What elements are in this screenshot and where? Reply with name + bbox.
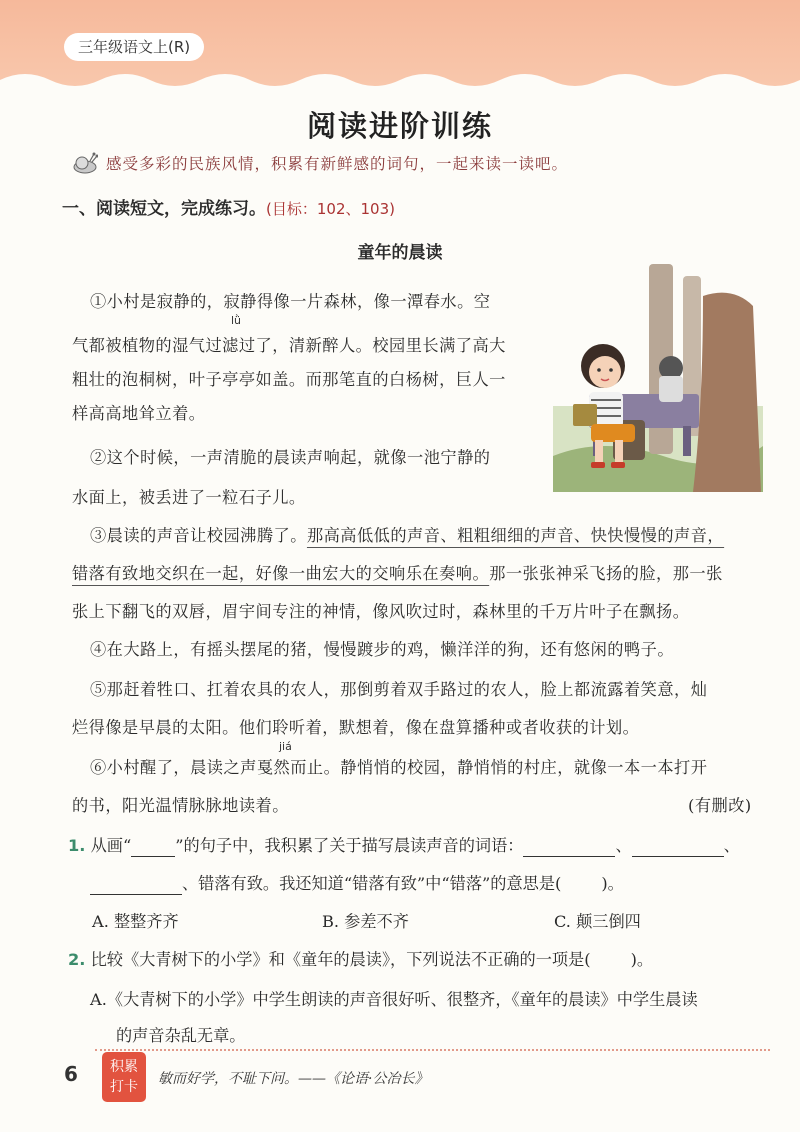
intro-line (72, 150, 568, 176)
story-p1-line1: ①小村是寂静的，寂静得像一片森林，像一潭春水。空 (90, 292, 491, 311)
q2-text: 比较《大青树下的小学》和《童年的晨读》，下列说法不正确的一项是( (90, 950, 591, 969)
q2-option-a-line2: 的声音杂乱无章。 (116, 1026, 246, 1045)
q1-word-blank-3[interactable] (90, 874, 182, 895)
grade-tag: 三年级语文上(R) (64, 33, 204, 61)
q1-word-blank-2[interactable] (632, 836, 724, 857)
edit-note: (有删改) (688, 796, 752, 815)
q1-word-blank-1[interactable] (523, 836, 615, 857)
underlined-sentence-part2: 错落有致地交织在一起，好像一曲宏大的交响乐在奏响。 (72, 564, 490, 583)
q2-option-a-line1[interactable]: A.《大青树下的小学》中学生朗读的声音很好听、很整齐，《童年的晨读》中学生晨读 (90, 990, 698, 1009)
q1-text-a: 从画“ (90, 836, 132, 855)
page-title: 阅读进阶训练 (306, 109, 493, 143)
wave-border (0, 72, 800, 96)
badge-line-1: 积累 (110, 1059, 138, 1075)
section-target: (目标：102、103) (266, 200, 395, 218)
story-p5-line1: ⑤那赶着牲口、扛着农具的农人，那倒剪着双手路过的农人，脸上都流露着笑意，灿 (90, 680, 708, 699)
page-number: 6 (64, 1062, 78, 1086)
story-p2-line1: ②这个时候，一声清脆的晨读声响起，就像一池宁静的 (90, 448, 491, 467)
q1-option-c[interactable]: C. 颠三倒四 (554, 912, 641, 931)
girl-reading-illustration (553, 256, 763, 492)
story-p1-line3: 粗壮的泡桐树，叶子亭亭如盖。而那笔直的白杨树，巨人一 (72, 370, 506, 389)
underlined-sentence-part1: 那高高低低的声音、粗粗细细的声音、快快慢慢的声音， (306, 526, 725, 545)
q1-sep-2: 、 (723, 836, 740, 855)
story-p4-line1: ④在大路上，有摇头摆尾的猪，慢慢踱步的鸡，懒洋洋的狗，还有悠闲的鸭子。 (90, 640, 675, 659)
story-p2-line2: 水面上，被丢进了一粒石子儿。 (72, 488, 306, 507)
story-p1-line4: 样高高地耸立着。 (72, 404, 206, 423)
story-p3-line3: 张上下翻飞的双唇，眉宇间专注的神情，像风吹过时，森林里的千万片叶子在飘扬。 (72, 602, 690, 621)
story-p1-line2: 气都被植物的湿气过滤过了，清新醉人。校园里长满了高大 (72, 336, 506, 355)
story-p3-line2-end: 那一张张神采飞扬的脸，那一张 (489, 564, 723, 583)
q1-text-b: ”的句子中，我积累了关于描写晨读声音的词语： (175, 836, 524, 855)
section-title-text: 一、阅读短文，完成练习。 (62, 199, 266, 219)
section-title (62, 194, 395, 219)
story-p6-line1: ⑥小村醒了，晨读之声戛然而止。静悄悄的校园，静悄悄的村庄，就像一本一本打开 (90, 758, 708, 777)
question-1-number: 1. (68, 836, 86, 855)
question-1-line1 (68, 828, 740, 864)
q1-sentence-blank[interactable] (131, 836, 175, 857)
story-title: 童年的晨读 (357, 243, 443, 263)
intro-text: 感受多彩的民族风情，积累有新鲜感的词句，一起来读一读吧。 (106, 155, 569, 173)
story-p6-line2: 的书，阳光温情脉脉地读着。 (72, 796, 289, 815)
q1-option-b[interactable]: B. 参差不齐 (322, 912, 409, 931)
q1-text-d: )。 (601, 874, 624, 893)
question-2-number: 2. (68, 950, 86, 969)
q1-sep-1: 、 (615, 836, 632, 855)
question-2-line1 (68, 942, 653, 978)
story-p5-line2: 烂得像是早晨的太阳。他们聆听着，默想着，像在盘算播种或者收获的计划。 (72, 718, 640, 737)
pinyin-lu: lǜ (231, 314, 242, 327)
footer-divider (95, 1049, 770, 1051)
footer-quote: 敏而好学，不耻下问。——《论语·公冶长》 (158, 1071, 429, 1087)
question-1-line2 (90, 866, 624, 902)
badge-line-2: 打卡 (110, 1079, 138, 1095)
snail-icon (72, 151, 98, 175)
pinyin-jia: jiá (279, 740, 292, 753)
q1-text-c: 、错落有致。我还知道“错落有致”中“错落”的意思是( (182, 874, 562, 893)
q1-option-a[interactable]: A. 整整齐齐 (92, 912, 179, 931)
page-header (0, 0, 800, 96)
story-p3-line1-start: ③晨读的声音让校园沸腾了。 (90, 526, 307, 545)
q2-text-end: )。 (630, 950, 654, 969)
accumulate-badge (102, 1052, 146, 1102)
